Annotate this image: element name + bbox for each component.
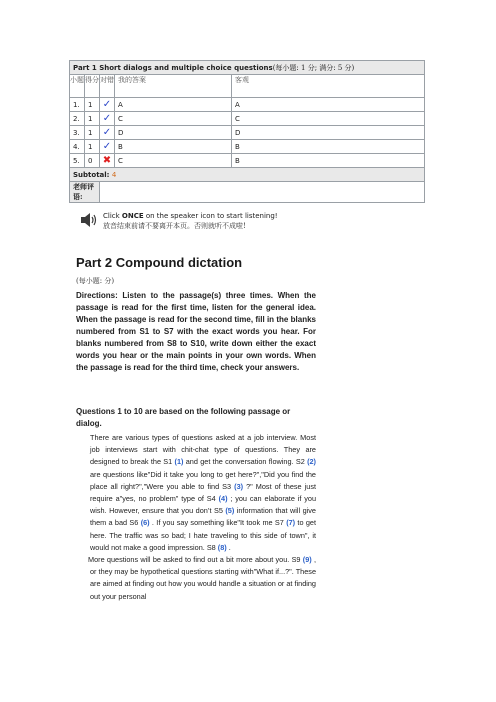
- row-number: 5.: [70, 154, 85, 168]
- passage-text: information that will give them a bad S6: [90, 506, 316, 528]
- listen-line-2: 放音结束前请不要离开本页。否则就听不成啦!: [103, 222, 246, 230]
- blank-s2[interactable]: (2): [307, 457, 316, 467]
- part1-meta: (每小题: 1 分; 满分: 5 分): [272, 63, 355, 72]
- check-icon: ✓: [102, 112, 112, 124]
- row-status: [100, 140, 115, 154]
- subtotal-value: 4: [111, 170, 117, 179]
- teacher-comment-label: 老师评语:: [70, 182, 100, 203]
- check-icon: ✓: [102, 98, 112, 110]
- blank-s4[interactable]: (4): [218, 494, 228, 504]
- directions: [76, 290, 316, 374]
- column-header-row: [70, 75, 425, 98]
- row-number: 1.: [70, 98, 85, 112]
- row-my-answer: B: [115, 140, 232, 154]
- passage-text: are questions like"Did it take you long to get here?","Did you find the place all right?","Were you able to find S3: [90, 469, 316, 491]
- part1-results-table: [69, 60, 425, 203]
- row-number: 3.: [70, 126, 85, 140]
- table-row: [70, 126, 425, 140]
- part1-title: Part 1 Short dialogs and multiple choice questions: [73, 63, 273, 72]
- col-number-header: 小题: [70, 75, 85, 98]
- col-key-header: 客观: [232, 75, 425, 98]
- row-status: [100, 126, 115, 140]
- passage-text: . If you say something like"It took me S7: [149, 518, 287, 528]
- passage-text: ?" Most of these just require a"yes, no problem" type of S4: [90, 481, 316, 504]
- speaker-icon[interactable]: [80, 212, 98, 228]
- teacher-comment-value: [100, 182, 425, 203]
- passage-text: , or they may be hypothetical questions starting with"What if...?". These are aimed at finding out how you would handle a situation or at finding out your personal: [90, 555, 317, 601]
- subtotal-row: [70, 168, 425, 182]
- col-correct-header: 对错: [100, 75, 115, 98]
- col-my-answer-header: 我的答案: [115, 75, 232, 98]
- teacher-comment-row: [70, 182, 425, 203]
- row-score: 1: [85, 140, 100, 154]
- row-status: [100, 98, 115, 112]
- passage: [90, 432, 316, 603]
- row-key: B: [232, 154, 425, 168]
- listen-line-1: [103, 211, 278, 221]
- part1-header-row: [70, 61, 425, 75]
- passage-text: More questions will be asked to find out a bit more about you. S9: [88, 555, 303, 565]
- passage-text: and get the conversation flowing. S2: [183, 457, 308, 467]
- listen-pre: Click: [103, 212, 122, 220]
- row-score: 1: [85, 98, 100, 112]
- passage-text: .: [226, 542, 231, 552]
- row-number: 4.: [70, 140, 85, 154]
- blank-s9[interactable]: (9): [302, 555, 312, 565]
- table-row: [70, 112, 425, 126]
- questions-intro: Questions 1 to 10 are based on the following passage or dialog.: [76, 407, 291, 428]
- passage-text: ; you can elaborate if you wish. However, ensure that you don’t S5: [90, 494, 317, 516]
- part1-header: [70, 61, 425, 75]
- blank-s7[interactable]: (7): [286, 518, 296, 528]
- passage-paragraph-1: [90, 432, 316, 554]
- subtotal-label: Subtotal:: [73, 170, 110, 179]
- row-key: A: [232, 98, 425, 112]
- row-number: 2.: [70, 112, 85, 126]
- row-key: C: [232, 112, 425, 126]
- blank-s5[interactable]: (5): [225, 506, 235, 516]
- check-icon: ✓: [102, 140, 112, 152]
- row-score: 1: [85, 126, 100, 140]
- row-my-answer: D: [115, 126, 232, 140]
- row-key: D: [232, 126, 425, 140]
- listen-post: on the speaker icon to start listening!: [143, 212, 278, 220]
- row-score: 1: [85, 112, 100, 126]
- row-status: [100, 154, 115, 168]
- row-key: B: [232, 140, 425, 154]
- passage-paragraph-2: [90, 554, 316, 603]
- part2-title: Part 2 Compound dictation: [76, 255, 243, 270]
- directions-text: Listen to the passage(s) three times. When the passage is read for the first time, listen for the general idea. When the passage is read for the second time, fill in the blanks numbered from S1 to S7 with the exact words you hear. For blanks numbered from S8 to S10, write down either the exact words you hear or the main points in your own words. When the passage is read for the third time, check your answers.: [76, 291, 316, 372]
- check-icon: ✓: [102, 126, 112, 138]
- listen-instructions: [103, 211, 278, 231]
- row-my-answer: A: [115, 98, 232, 112]
- row-my-answer: C: [115, 112, 232, 126]
- row-status: [100, 112, 115, 126]
- table-row: [70, 98, 425, 112]
- part2-points: (每小题: 分): [76, 277, 115, 285]
- cross-icon: ✖: [102, 154, 112, 166]
- directions-label: Directions:: [76, 291, 118, 300]
- row-my-answer: C: [115, 154, 232, 168]
- blank-s3[interactable]: (3): [234, 481, 244, 491]
- blank-s6[interactable]: (6): [140, 518, 150, 528]
- passage-text: There are various types of questions asked at a job interview. Most job interviews start with chit-chat type of questions. They are designed to break the S1: [90, 433, 316, 467]
- subtotal: [70, 168, 425, 182]
- listen-once: ONCE: [121, 212, 144, 220]
- col-score-header: 得分: [85, 75, 100, 98]
- row-score: 0: [85, 154, 100, 168]
- table-row: [70, 140, 425, 154]
- passage-text: to get here. The traffic was so bad; I hate traveling to this side of town", it would not make a good impression. S8: [90, 518, 316, 552]
- blank-s1[interactable]: (1): [174, 457, 184, 467]
- blank-s8[interactable]: (8): [217, 542, 227, 552]
- table-row: [70, 154, 425, 168]
